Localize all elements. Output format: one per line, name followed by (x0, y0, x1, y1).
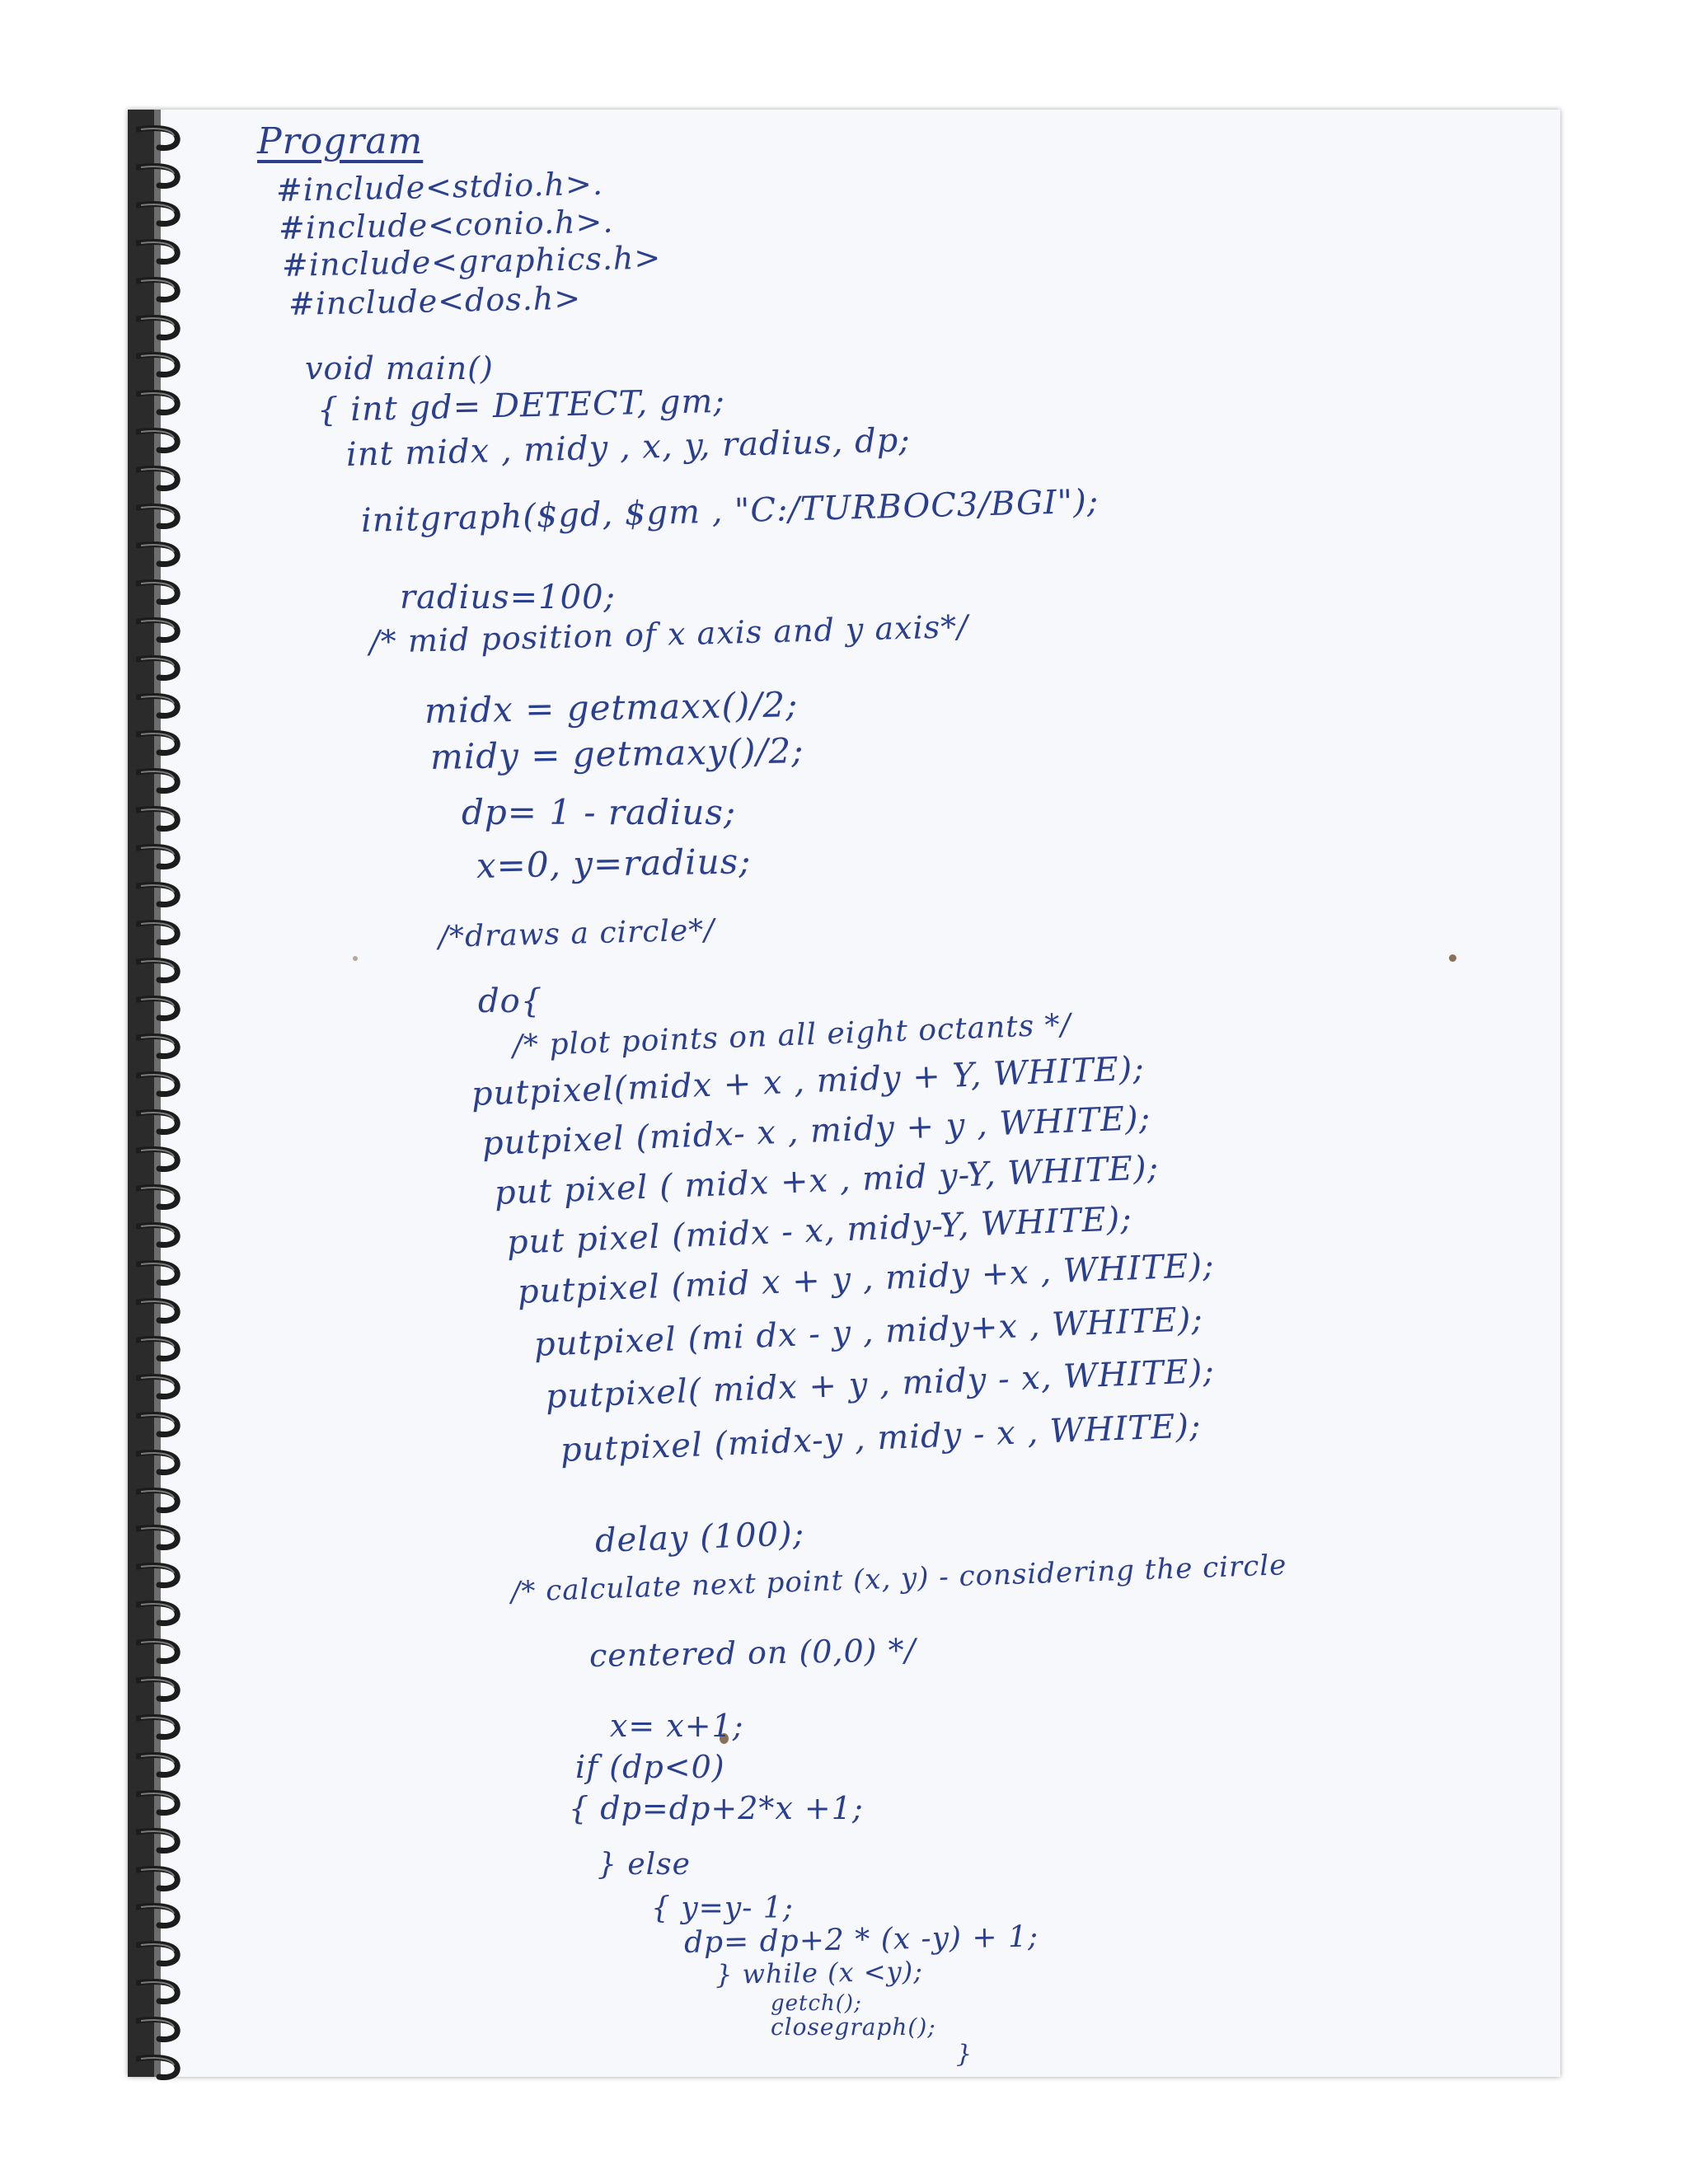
code-line: } else (598, 1848, 691, 1882)
spiral-coil (136, 767, 185, 795)
spiral-coil (136, 200, 185, 228)
code-line: do{ (478, 982, 543, 1020)
spiral-coil (136, 389, 185, 417)
code-line: /* plot points on all eight octants */ (512, 1007, 1072, 1063)
code-line: } (956, 2040, 973, 2069)
code-line: putpixel (midx- x , midy + y , WHITE); (481, 1099, 1151, 1163)
spiral-coil (136, 729, 185, 757)
code-line: x= x+1; (610, 1708, 744, 1744)
spiral-coil (136, 162, 185, 190)
spiral-coil (136, 1033, 185, 1061)
code-line: #include<conio.h>. (278, 203, 614, 246)
spiral-coil (136, 1940, 185, 1968)
code-line: putpixel (mi dx - y , midy+x , WHITE); (533, 1300, 1204, 1364)
spiral-coil (136, 1259, 185, 1287)
code-line: putpixel (mid x + y , midy +x , WHITE); (517, 1246, 1216, 1311)
spiral-coil (136, 1600, 185, 1628)
spiral-coil (136, 314, 185, 342)
spiral-coil (136, 1713, 185, 1741)
code-line: { int gd= DETECT, gm; (316, 382, 726, 429)
code-line: centered on (0,0) */ (588, 1632, 917, 1674)
spiral-coil (136, 1978, 185, 2006)
code-line: putpixel( midx + y , midy - x, WHITE); (545, 1352, 1216, 1416)
spiral-coil (136, 1827, 185, 1855)
spiral-coil (136, 1789, 185, 1817)
page-speck (353, 956, 358, 961)
spiral-coil (136, 919, 185, 947)
code-line: x=0, y=radius; (476, 841, 752, 886)
spiral-coil (136, 843, 185, 871)
spiral-coil (136, 1524, 185, 1552)
spiral-coil (136, 541, 185, 569)
spiral-coil (136, 351, 185, 379)
spiral-coil (136, 1865, 185, 1893)
spiral-coil (136, 1221, 185, 1249)
spiral-coil (136, 124, 185, 152)
code-line: if (dp<0) (575, 1749, 725, 1785)
code-line: /* mid position of x axis and y axis*/ (368, 607, 969, 660)
spiral-coil (136, 1902, 185, 1930)
spiral-coil (136, 1146, 185, 1174)
code-line: midy = getmaxy()/2; (429, 730, 804, 777)
spiral-coil (136, 2016, 185, 2044)
code-line: void main() (305, 350, 494, 387)
code-line: midx = getmaxx()/2; (424, 684, 799, 731)
code-line: #include<graphics.h> (281, 239, 662, 284)
spiral-coil (136, 1449, 185, 1477)
spiral-coil (136, 276, 185, 304)
code-line: #include<stdio.h>. (275, 165, 604, 209)
spiral-coil (136, 579, 185, 607)
code-line: closegraph(); (771, 2013, 936, 2041)
spiral-coil (136, 1071, 185, 1099)
code-line: /*draws a circle*/ (438, 913, 715, 954)
spiral-coil (136, 1675, 185, 1704)
spiral-coil (136, 1108, 185, 1137)
spiral-coil (136, 427, 185, 455)
spiral-coil (136, 1335, 185, 1363)
spiral-coil (136, 238, 185, 266)
spiral-coil (136, 465, 185, 493)
code-line: #include<dos.h> (288, 279, 582, 322)
page-speck (1449, 954, 1456, 962)
code-line: initgraph($gd, $gm , "C:/TURBOC3/BGI"); (360, 482, 1100, 540)
spiral-coil (136, 1562, 185, 1590)
spiral-coil (136, 616, 185, 644)
spiral-binding (128, 110, 194, 2077)
program-heading: Program (257, 120, 424, 162)
code-line: /* calculate next point (x, y) - considering the circle (510, 1549, 1287, 1609)
spiral-coil (136, 957, 185, 985)
code-line: delay (100); (594, 1515, 805, 1560)
spiral-coil (136, 995, 185, 1023)
spiral-coil (136, 1183, 185, 1212)
code-line: } while (x <y); (715, 1955, 924, 1990)
spiral-coil (136, 805, 185, 833)
spiral-coil (136, 881, 185, 909)
spiral-coil (136, 1373, 185, 1401)
spiral-coil (136, 1487, 185, 1515)
code-line: getch(); (771, 1991, 862, 2016)
spiral-coil (136, 2054, 185, 2082)
code-line: radius=100; (400, 579, 616, 616)
code-line: { y=y- 1; (651, 1891, 794, 1925)
code-line: put pixel (midx - x, midy-Y, WHITE); (506, 1199, 1133, 1262)
spiral-coil (136, 1751, 185, 1779)
code-line: int midx , midy , x, y, radius, dp; (345, 421, 912, 474)
spiral-coil (136, 1411, 185, 1439)
code-line: putpixel(midx + x , midy + Y, WHITE); (471, 1049, 1146, 1113)
code-line: dp= dp+2 * (x -y) + 1; (683, 1919, 1039, 1960)
spiral-coil (136, 1638, 185, 1666)
code-line: putpixel (midx-y , midy - x , WHITE); (560, 1407, 1203, 1469)
code-line: put pixel ( midx +x , mid y-Y, WHITE); (494, 1149, 1160, 1212)
spiral-coil (136, 654, 185, 682)
code-line: dp= 1 - radius; (462, 792, 737, 832)
spiral-coil (136, 1297, 185, 1325)
spiral-coil (136, 503, 185, 531)
code-line: { dp=dp+2*x +1; (569, 1790, 864, 1826)
spiral-coil (136, 692, 185, 720)
